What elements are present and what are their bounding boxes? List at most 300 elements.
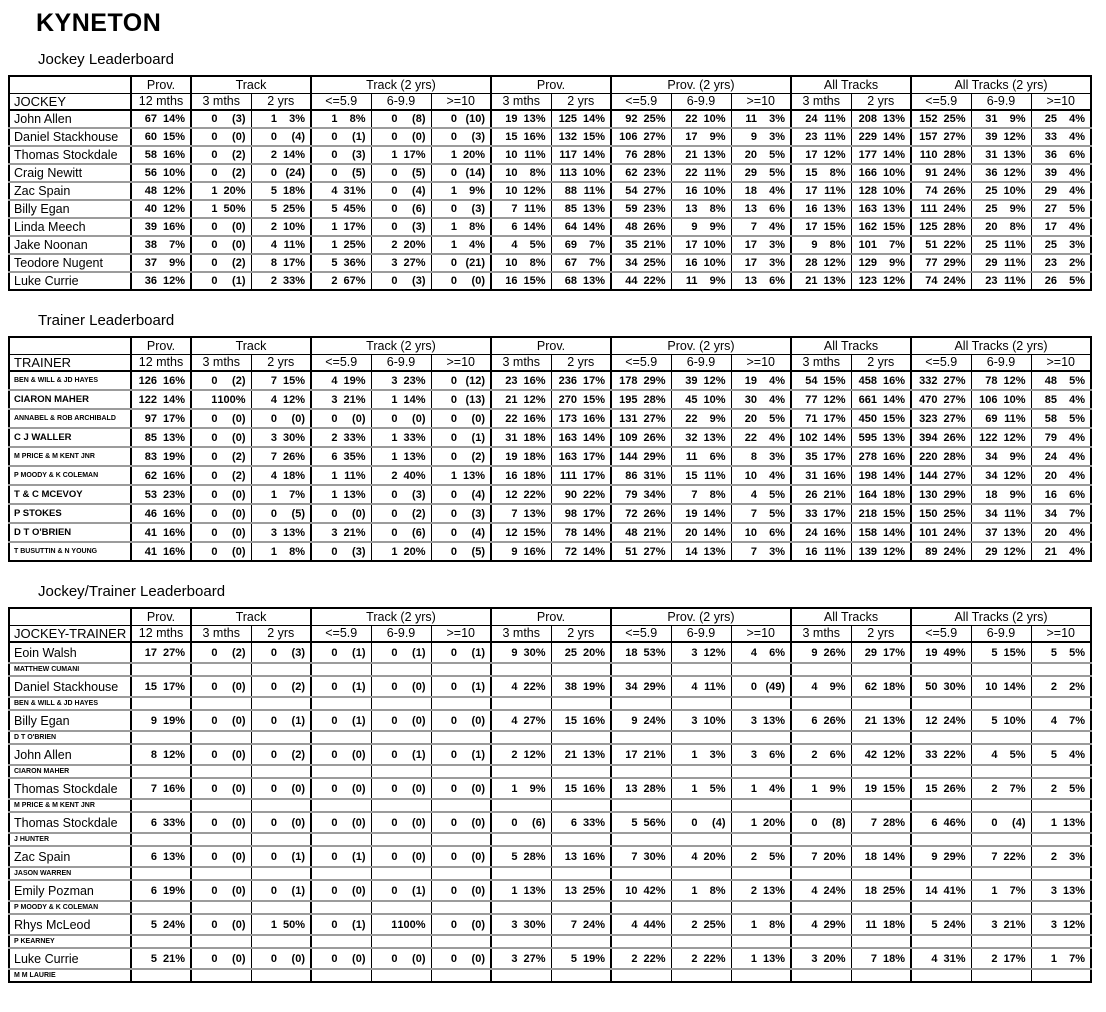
stat-percent: 11% xyxy=(824,113,846,125)
stat-percent: 3% xyxy=(1069,850,1085,863)
stat-count: 0 xyxy=(270,507,277,520)
table-row xyxy=(9,466,1091,485)
stat-cell xyxy=(1031,371,1091,390)
stat-count: 173 xyxy=(558,412,577,425)
stat-cell xyxy=(251,146,311,164)
stat-percent: 9% xyxy=(709,275,726,287)
stat-cell xyxy=(191,542,251,561)
stat-count: 18 xyxy=(864,884,877,897)
stat-percent: 100% xyxy=(217,393,246,406)
stat-percent: 25% xyxy=(703,918,726,931)
stat-cell xyxy=(551,485,611,504)
empty-stat-cell xyxy=(251,663,311,676)
stat-cell xyxy=(551,948,611,969)
stat-cell xyxy=(491,676,551,697)
stat-count: 9 xyxy=(931,850,938,863)
stat-count: 21 xyxy=(1044,545,1057,558)
empty-stat-cell xyxy=(791,663,851,676)
stat-percent: (24) xyxy=(285,167,305,179)
corner-cell xyxy=(9,608,131,625)
table-row xyxy=(9,542,1091,561)
stat-cell xyxy=(431,642,491,663)
stat-cell xyxy=(971,744,1031,765)
name-cell: Thomas Stockdale xyxy=(9,812,131,833)
empty-stat-cell xyxy=(251,799,311,812)
stat-cell xyxy=(1031,110,1091,128)
column-header: 2 yrs xyxy=(251,354,311,371)
stat-percent: 22% xyxy=(943,239,966,251)
stat-cell xyxy=(251,164,311,182)
stat-cell xyxy=(191,466,251,485)
stat-percent: (0) xyxy=(412,816,426,829)
stat-percent: (0) xyxy=(291,816,305,829)
empty-stat-cell xyxy=(431,969,491,982)
table-row xyxy=(9,778,1091,799)
stat-percent: (1) xyxy=(352,680,366,693)
stat-percent: 25% xyxy=(882,884,905,897)
stat-count: 62 xyxy=(864,680,877,693)
stat-percent: 13% xyxy=(582,748,605,761)
stat-percent: (0) xyxy=(471,412,485,425)
empty-stat-cell xyxy=(911,935,971,948)
column-header: <=5.9 xyxy=(911,93,971,110)
stat-percent: 24% xyxy=(943,714,966,727)
stat-cell xyxy=(431,409,491,428)
stat-count: 7 xyxy=(511,203,518,215)
empty-stat-cell xyxy=(971,765,1031,778)
stat-percent: (6) xyxy=(532,816,546,829)
stat-percent: (2) xyxy=(291,748,305,761)
stat-cell xyxy=(851,485,911,504)
empty-stat-cell xyxy=(191,833,251,846)
stat-cell xyxy=(311,182,371,200)
stat-cell xyxy=(311,428,371,447)
table-row xyxy=(9,504,1091,523)
stat-count: 5 xyxy=(991,714,998,727)
stat-percent: (0) xyxy=(232,545,246,558)
stat-count: 15 xyxy=(685,469,698,482)
stat-count: 323 xyxy=(919,412,938,425)
stat-percent: 10% xyxy=(1003,393,1026,406)
stat-percent: 24% xyxy=(943,203,966,215)
empty-stat-cell xyxy=(551,901,611,914)
stat-cell xyxy=(1031,744,1091,765)
stat-percent: 11% xyxy=(1004,275,1026,287)
stat-cell xyxy=(671,110,731,128)
stat-cell xyxy=(371,846,431,867)
group-header: Track xyxy=(191,608,311,625)
stat-cell xyxy=(791,812,851,833)
stat-percent: 14% xyxy=(1003,680,1026,693)
stat-count: 0 xyxy=(211,275,218,287)
stat-percent: 17% xyxy=(582,374,605,387)
stat-percent: 17% xyxy=(582,507,605,520)
empty-stat-cell xyxy=(131,901,191,914)
empty-stat-cell xyxy=(1031,731,1091,744)
empty-stat-cell xyxy=(191,901,251,914)
stat-percent: 19% xyxy=(162,450,185,463)
stat-percent: 26% xyxy=(943,782,966,795)
stat-cell xyxy=(551,676,611,697)
stat-count: 2 xyxy=(1050,782,1057,795)
stat-cell xyxy=(971,200,1031,218)
empty-stat-cell xyxy=(191,765,251,778)
stat-cell xyxy=(251,642,311,663)
stat-count: 111 xyxy=(559,469,577,482)
stat-count: 15 xyxy=(505,131,518,143)
stat-count: 0 xyxy=(391,412,398,425)
trainer-subrow xyxy=(9,663,1091,676)
stat-count: 6 xyxy=(150,884,157,897)
stat-cell xyxy=(911,236,971,254)
stat-percent: 49% xyxy=(943,646,966,659)
table-row xyxy=(9,523,1091,542)
empty-stat-cell xyxy=(611,731,671,744)
stat-count: 11 xyxy=(865,918,877,931)
empty-stat-cell xyxy=(311,663,371,676)
empty-stat-cell xyxy=(971,663,1031,676)
empty-stat-cell xyxy=(251,697,311,710)
empty-stat-cell xyxy=(191,867,251,880)
stat-count: 3 xyxy=(391,374,398,387)
stat-count: 152 xyxy=(919,113,938,125)
stat-percent: 24% xyxy=(943,167,966,179)
stat-cell xyxy=(371,914,431,935)
stat-percent: 14% xyxy=(162,393,185,406)
stat-count: 5 xyxy=(631,816,638,829)
stat-percent: (4) xyxy=(471,526,485,539)
empty-stat-cell xyxy=(791,833,851,846)
stat-count: 22 xyxy=(505,412,518,425)
stat-count: 21 xyxy=(685,149,698,161)
stat-count: 0 xyxy=(391,680,398,693)
stat-cell xyxy=(911,447,971,466)
stat-count: 0 xyxy=(450,131,457,143)
stat-percent: 14% xyxy=(882,131,905,143)
stat-count: 0 xyxy=(270,850,277,863)
stat-cell xyxy=(1031,466,1091,485)
group-header: All Tracks xyxy=(791,608,911,625)
stat-cell xyxy=(491,409,551,428)
stat-percent: 8% xyxy=(769,918,785,931)
stat-cell xyxy=(611,390,671,409)
empty-stat-cell xyxy=(671,697,731,710)
column-header: 3 mths xyxy=(191,625,251,642)
stat-cell xyxy=(551,710,611,731)
empty-stat-cell xyxy=(1031,901,1091,914)
stat-percent: 26% xyxy=(643,507,666,520)
stat-cell xyxy=(191,948,251,969)
stat-percent: 11% xyxy=(344,469,366,482)
empty-stat-cell xyxy=(131,867,191,880)
stat-cell xyxy=(671,236,731,254)
stat-cell xyxy=(431,146,491,164)
stat-count: 2 xyxy=(391,469,398,482)
empty-stat-cell xyxy=(971,731,1031,744)
stat-cell xyxy=(431,236,491,254)
empty-stat-cell xyxy=(491,935,551,948)
stat-count: 661 xyxy=(858,393,877,406)
stat-percent: 16% xyxy=(582,782,605,795)
stat-percent: 10% xyxy=(882,185,905,197)
stat-count: 11 xyxy=(745,113,757,125)
stat-count: 76 xyxy=(625,149,638,161)
stat-cell xyxy=(491,778,551,799)
stat-count: 3 xyxy=(511,918,518,931)
empty-stat-cell xyxy=(551,867,611,880)
stat-cell xyxy=(911,880,971,901)
stat-percent: 14% xyxy=(582,545,605,558)
stat-percent: 13% xyxy=(703,545,726,558)
stat-percent: 10% xyxy=(882,167,905,179)
stat-cell xyxy=(131,485,191,504)
stat-count: 332 xyxy=(919,374,938,387)
name-cell: D T O'BRIEN xyxy=(9,523,131,542)
stat-count: 106 xyxy=(619,131,638,143)
stat-percent: 30% xyxy=(523,918,546,931)
stat-count: 0 xyxy=(211,816,218,829)
stat-percent: 13% xyxy=(882,431,905,444)
stat-cell xyxy=(611,272,671,290)
column-header: 12 mths xyxy=(131,625,191,642)
stat-percent: 14% xyxy=(582,431,605,444)
stat-cell xyxy=(251,504,311,523)
stat-cell xyxy=(551,128,611,146)
stat-count: 85 xyxy=(564,203,577,215)
stat-percent: 11% xyxy=(824,545,846,558)
stat-cell xyxy=(1031,447,1091,466)
column-header: 3 mths xyxy=(791,354,851,371)
stat-percent: 18% xyxy=(882,952,905,965)
stat-count: 29 xyxy=(985,545,998,558)
stat-cell xyxy=(971,485,1031,504)
stat-count: 229 xyxy=(858,131,877,143)
stat-count: 0 xyxy=(331,507,338,520)
stat-percent: 44% xyxy=(643,918,666,931)
stat-percent: 7% xyxy=(589,239,605,251)
stat-cell xyxy=(491,272,551,290)
stat-percent: 13% xyxy=(1062,884,1085,897)
empty-stat-cell xyxy=(491,697,551,710)
trainer-subrow xyxy=(9,697,1091,710)
stat-count: 0 xyxy=(331,816,338,829)
stat-percent: 12% xyxy=(282,393,305,406)
stat-cell xyxy=(431,466,491,485)
group-header: Track xyxy=(191,76,311,93)
stat-percent: 15% xyxy=(823,374,846,387)
stat-cell xyxy=(551,110,611,128)
stat-count: 20 xyxy=(1044,526,1057,539)
stat-count: 3 xyxy=(391,257,398,269)
stat-cell xyxy=(731,254,791,272)
stat-cell xyxy=(251,778,311,799)
stat-count: 9 xyxy=(511,545,518,558)
stat-percent: 33% xyxy=(282,275,305,287)
stat-cell xyxy=(911,409,971,428)
stat-cell xyxy=(791,778,851,799)
empty-stat-cell xyxy=(791,969,851,982)
stat-percent: 20% xyxy=(462,149,485,161)
stat-cell xyxy=(491,948,551,969)
stat-count: 10 xyxy=(744,469,757,482)
stat-cell xyxy=(1031,254,1091,272)
stat-count: 0 xyxy=(450,257,457,269)
stat-percent: 17% xyxy=(162,680,185,693)
empty-stat-cell xyxy=(131,799,191,812)
stat-percent: 9% xyxy=(1009,203,1026,215)
stat-cell xyxy=(191,200,251,218)
stat-count: 7 xyxy=(511,507,518,520)
stat-percent: 4% xyxy=(1069,131,1085,143)
stat-percent: (0) xyxy=(471,275,485,287)
column-header: 3 mths xyxy=(491,625,551,642)
stat-cell xyxy=(551,146,611,164)
stat-cell xyxy=(671,218,731,236)
stat-cell xyxy=(491,164,551,182)
stat-percent: 16% xyxy=(523,131,546,143)
stat-count: 6 xyxy=(150,850,157,863)
stat-cell xyxy=(791,710,851,731)
stat-cell xyxy=(1031,409,1091,428)
stat-count: 109 xyxy=(619,431,638,444)
name-cell: Eoin Walsh xyxy=(9,642,131,663)
stat-count: 0 xyxy=(391,275,398,287)
stat-percent: (0) xyxy=(232,884,246,897)
stat-percent: 11% xyxy=(1004,507,1026,520)
stat-cell xyxy=(371,523,431,542)
stat-percent: (1) xyxy=(471,431,485,444)
stat-cell xyxy=(791,371,851,390)
stat-count: 0 xyxy=(450,431,457,444)
stat-count: 25 xyxy=(985,203,998,215)
stat-cell xyxy=(791,846,851,867)
stat-percent: 29% xyxy=(823,918,846,931)
stat-percent: 4% xyxy=(1069,185,1085,197)
trainer-subrow xyxy=(9,867,1091,880)
jockey-leaderboard-table xyxy=(8,75,1092,291)
stat-count: 0 xyxy=(211,113,218,125)
stat-percent: 4% xyxy=(769,782,785,795)
stat-count: 0 xyxy=(211,131,218,143)
stat-count: 0 xyxy=(331,149,338,161)
stat-cell xyxy=(911,466,971,485)
stat-count: 2 xyxy=(750,850,757,863)
empty-stat-cell xyxy=(311,697,371,710)
stat-cell xyxy=(131,164,191,182)
stat-count: 38 xyxy=(144,239,157,251)
table-row xyxy=(9,146,1091,164)
name-cell: Zac Spain xyxy=(9,182,131,200)
stat-cell xyxy=(911,710,971,731)
stat-count: 101 xyxy=(919,526,938,539)
stat-count: 5 xyxy=(1050,646,1057,659)
stat-cell xyxy=(671,523,731,542)
stat-count: 144 xyxy=(619,450,638,463)
stat-cell xyxy=(851,200,911,218)
stat-percent: 16% xyxy=(523,545,546,558)
stat-count: 39 xyxy=(685,374,698,387)
stat-percent: 18% xyxy=(882,488,905,501)
stat-cell xyxy=(551,504,611,523)
group-header: All Tracks xyxy=(791,76,911,93)
stat-cell xyxy=(491,880,551,901)
stat-cell xyxy=(611,164,671,182)
stat-count: 1 xyxy=(270,545,277,558)
stat-count: 35 xyxy=(805,450,818,463)
stat-percent: 13% xyxy=(282,526,305,539)
stat-cell xyxy=(671,880,731,901)
stat-cell xyxy=(611,812,671,833)
empty-stat-cell xyxy=(551,765,611,778)
table-row xyxy=(9,812,1091,833)
empty-stat-cell xyxy=(791,765,851,778)
stat-count: 0 xyxy=(450,782,457,795)
empty-stat-cell xyxy=(131,731,191,744)
stat-cell xyxy=(251,254,311,272)
empty-stat-cell xyxy=(851,867,911,880)
stat-count: 24 xyxy=(1044,450,1057,463)
stat-count: 2 xyxy=(991,952,998,965)
empty-stat-cell xyxy=(431,731,491,744)
empty-stat-cell xyxy=(431,833,491,846)
stat-cell xyxy=(251,409,311,428)
stat-count: 4 xyxy=(270,239,277,251)
stat-cell xyxy=(671,390,731,409)
stat-count: 102 xyxy=(799,431,818,444)
stat-count: 44 xyxy=(625,275,638,287)
stat-cell xyxy=(731,504,791,523)
stat-percent: 10% xyxy=(703,393,726,406)
stat-cell xyxy=(791,466,851,485)
stat-cell xyxy=(851,676,911,697)
stat-cell xyxy=(911,182,971,200)
stat-percent: 26% xyxy=(282,450,305,463)
stat-cell xyxy=(371,428,431,447)
group-header: Prov. xyxy=(131,76,191,93)
stat-count: 1 xyxy=(450,185,457,197)
stat-cell xyxy=(431,254,491,272)
stat-percent: 19% xyxy=(582,952,605,965)
stat-count: 33 xyxy=(1044,131,1057,143)
empty-stat-cell xyxy=(1031,833,1091,846)
stat-percent: 13% xyxy=(1062,816,1085,829)
stat-percent: 13% xyxy=(762,714,785,727)
column-header: 3 mths xyxy=(791,93,851,110)
stat-count: 0 xyxy=(450,918,457,931)
stat-count: 0 xyxy=(331,680,338,693)
stat-count: 39 xyxy=(1044,167,1057,179)
stat-count: 130 xyxy=(919,488,938,501)
stat-percent: (0) xyxy=(232,239,246,251)
stat-cell xyxy=(311,409,371,428)
stat-cell xyxy=(611,880,671,901)
stat-count: 3 xyxy=(331,526,338,539)
stat-count: 23 xyxy=(805,131,818,143)
stat-percent: (3) xyxy=(412,275,426,287)
group-header: Prov. (2 yrs) xyxy=(611,608,791,625)
stat-cell xyxy=(731,914,791,935)
stat-cell xyxy=(851,164,911,182)
stat-cell xyxy=(311,812,371,833)
stat-count: 0 xyxy=(211,149,218,161)
stat-cell xyxy=(851,447,911,466)
stat-count: 0 xyxy=(450,680,457,693)
stat-count: 166 xyxy=(858,167,877,179)
stat-percent: (0) xyxy=(232,748,246,761)
stat-cell xyxy=(731,164,791,182)
stat-count: 0 xyxy=(511,816,518,829)
stat-cell xyxy=(551,642,611,663)
